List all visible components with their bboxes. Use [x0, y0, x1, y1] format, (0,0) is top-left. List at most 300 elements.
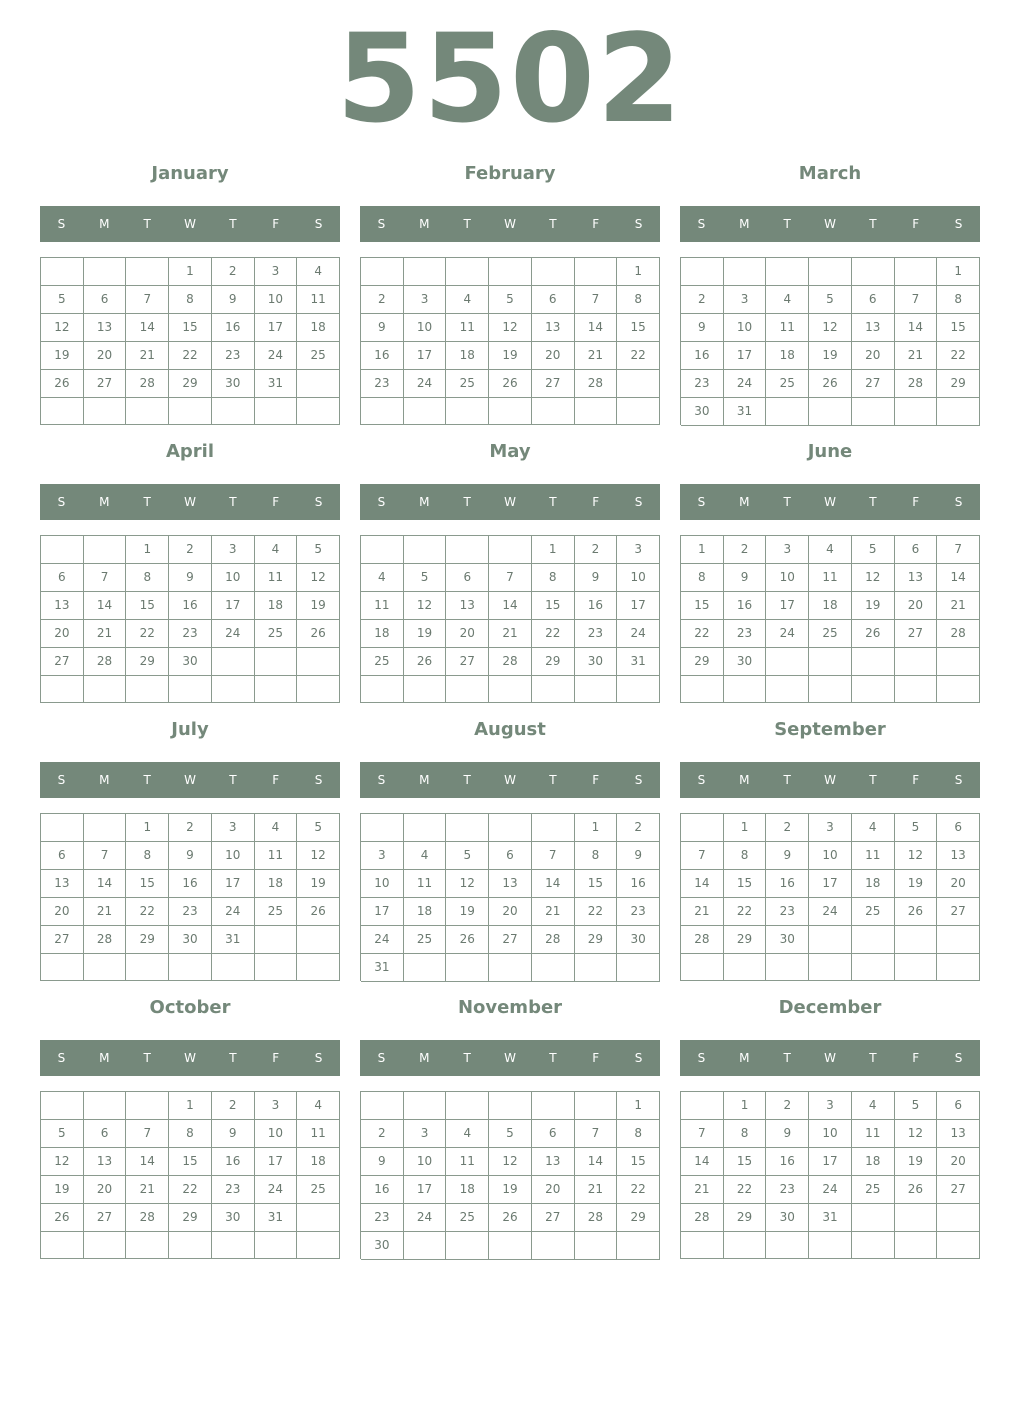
day-cell: 31 — [724, 398, 767, 426]
day-cell: 11 — [446, 314, 489, 342]
day-cell: 27 — [937, 898, 980, 926]
day-cell — [84, 814, 127, 842]
weekday-label: T — [143, 1051, 151, 1065]
day-cell: 1 — [169, 258, 212, 286]
day-cell — [575, 258, 618, 286]
day-cell: 17 — [724, 342, 767, 370]
day-cell: 29 — [681, 648, 724, 676]
day-cell: 19 — [489, 342, 532, 370]
day-cell: 21 — [532, 898, 575, 926]
weekday-label: T — [869, 217, 877, 231]
day-cell: 8 — [724, 1120, 767, 1148]
weekday-label: M — [739, 1051, 750, 1065]
day-cell: 1 — [724, 814, 767, 842]
weekday-label: W — [504, 217, 516, 231]
day-cell — [297, 370, 340, 398]
weekday-label: S — [954, 1051, 963, 1065]
day-cell — [575, 676, 618, 703]
day-cell: 19 — [41, 1176, 84, 1204]
day-grid — [680, 1091, 980, 1259]
weekday-label: F — [592, 1051, 600, 1065]
day-cell: 28 — [937, 620, 980, 648]
day-cell — [489, 676, 532, 703]
day-cell: 24 — [724, 370, 767, 398]
day-cell: 18 — [404, 898, 447, 926]
day-cell: 22 — [126, 898, 169, 926]
weekday-label: W — [824, 495, 836, 509]
day-cell — [255, 954, 298, 981]
weekday-label: S — [634, 773, 643, 787]
day-cell: 22 — [575, 898, 618, 926]
day-cell: 2 — [361, 1120, 404, 1148]
day-cell: 11 — [297, 286, 340, 314]
day-cell: 8 — [724, 842, 767, 870]
day-cell: 11 — [297, 1120, 340, 1148]
day-cell — [404, 676, 447, 703]
day-cell: 23 — [169, 898, 212, 926]
day-cell: 12 — [41, 314, 84, 342]
day-cell — [84, 536, 127, 564]
weekday-label: T — [783, 1051, 791, 1065]
day-cell — [41, 536, 84, 564]
weekday-label: T — [869, 495, 877, 509]
day-cell: 21 — [937, 592, 980, 620]
weekday-label: T — [229, 217, 237, 231]
day-cell — [724, 258, 767, 286]
day-cell: 5 — [446, 842, 489, 870]
day-cell: 17 — [617, 592, 660, 620]
day-cell: 4 — [446, 286, 489, 314]
day-cell: 14 — [575, 1148, 618, 1176]
day-cell: 7 — [937, 536, 980, 564]
weekday-label: T — [463, 495, 471, 509]
day-cell — [126, 398, 169, 425]
day-cell: 14 — [126, 1148, 169, 1176]
day-cell: 24 — [766, 620, 809, 648]
day-cell: 1 — [617, 1092, 660, 1120]
day-cell: 20 — [937, 870, 980, 898]
day-cell — [404, 1232, 447, 1260]
day-cell: 21 — [575, 1176, 618, 1204]
day-cell — [41, 1232, 84, 1259]
day-cell: 19 — [446, 898, 489, 926]
day-cell: 22 — [724, 1176, 767, 1204]
day-cell: 16 — [681, 342, 724, 370]
day-cell: 10 — [617, 564, 660, 592]
weekday-label: S — [314, 773, 323, 787]
day-cell: 27 — [41, 926, 84, 954]
day-cell — [361, 676, 404, 703]
day-cell: 10 — [361, 870, 404, 898]
weekday-label: T — [463, 1051, 471, 1065]
weekday-label: T — [143, 217, 151, 231]
weekday-header — [40, 484, 340, 520]
day-cell: 1 — [169, 1092, 212, 1120]
day-cell: 12 — [852, 564, 895, 592]
day-cell — [575, 1092, 618, 1120]
weekday-label: F — [272, 1051, 280, 1065]
day-cell: 27 — [895, 620, 938, 648]
day-cell: 18 — [446, 342, 489, 370]
day-cell: 13 — [84, 314, 127, 342]
day-cell: 3 — [361, 842, 404, 870]
day-cell: 5 — [404, 564, 447, 592]
day-cell: 6 — [84, 286, 127, 314]
weekday-label: T — [463, 773, 471, 787]
day-cell — [766, 648, 809, 676]
day-cell: 16 — [361, 342, 404, 370]
day-cell: 15 — [617, 314, 660, 342]
day-cell: 9 — [575, 564, 618, 592]
day-cell: 10 — [212, 564, 255, 592]
day-cell: 15 — [169, 1148, 212, 1176]
day-cell: 24 — [361, 926, 404, 954]
day-cell: 23 — [681, 370, 724, 398]
day-cell — [532, 814, 575, 842]
day-cell: 8 — [532, 564, 575, 592]
day-cell — [404, 814, 447, 842]
weekday-label: T — [143, 773, 151, 787]
day-cell: 10 — [809, 842, 852, 870]
day-cell — [84, 258, 127, 286]
day-cell: 28 — [681, 1204, 724, 1232]
weekday-label: M — [99, 1051, 110, 1065]
day-cell: 20 — [41, 620, 84, 648]
weekday-label: T — [549, 1051, 557, 1065]
day-cell — [766, 1232, 809, 1259]
day-cell — [617, 370, 660, 398]
day-cell — [766, 676, 809, 703]
day-cell: 5 — [297, 536, 340, 564]
day-grid — [360, 257, 660, 425]
weekday-header — [680, 484, 980, 520]
day-cell: 22 — [126, 620, 169, 648]
day-cell — [446, 398, 489, 425]
weekday-header — [40, 762, 340, 798]
day-cell: 24 — [617, 620, 660, 648]
day-cell: 30 — [212, 1204, 255, 1232]
month-name: July — [171, 719, 209, 740]
day-cell: 29 — [575, 926, 618, 954]
day-cell — [446, 1092, 489, 1120]
day-cell: 4 — [255, 814, 298, 842]
day-cell — [212, 1232, 255, 1259]
day-cell: 19 — [489, 1176, 532, 1204]
weekday-label: F — [912, 773, 920, 787]
weekday-label: S — [954, 217, 963, 231]
day-cell: 11 — [809, 564, 852, 592]
day-cell: 14 — [937, 564, 980, 592]
day-cell: 20 — [532, 1176, 575, 1204]
day-cell: 6 — [41, 564, 84, 592]
day-cell: 27 — [446, 648, 489, 676]
weekday-label: T — [783, 495, 791, 509]
weekday-label: S — [314, 217, 323, 231]
day-cell: 18 — [255, 592, 298, 620]
weekday-label: W — [824, 773, 836, 787]
day-cell: 26 — [895, 898, 938, 926]
day-cell: 29 — [724, 1204, 767, 1232]
day-cell: 11 — [404, 870, 447, 898]
day-cell: 5 — [297, 814, 340, 842]
day-cell: 28 — [575, 1204, 618, 1232]
day-cell — [446, 954, 489, 982]
day-cell: 6 — [937, 814, 980, 842]
weekday-label: T — [783, 773, 791, 787]
day-grid — [680, 813, 980, 981]
day-cell — [681, 1232, 724, 1259]
weekday-label: T — [869, 773, 877, 787]
day-cell — [809, 926, 852, 954]
day-cell — [361, 398, 404, 425]
day-cell — [361, 814, 404, 842]
day-cell: 29 — [126, 926, 169, 954]
day-cell — [126, 1232, 169, 1259]
day-grid — [40, 813, 340, 981]
day-cell: 15 — [126, 870, 169, 898]
day-cell: 15 — [937, 314, 980, 342]
day-cell — [297, 398, 340, 425]
month-name: May — [489, 441, 531, 462]
day-cell: 15 — [617, 1148, 660, 1176]
day-cell: 12 — [489, 314, 532, 342]
day-cell — [532, 1232, 575, 1260]
day-cell — [126, 1092, 169, 1120]
day-cell: 2 — [766, 814, 809, 842]
day-cell — [617, 954, 660, 982]
day-cell: 15 — [532, 592, 575, 620]
day-cell — [361, 1092, 404, 1120]
day-cell — [766, 258, 809, 286]
day-cell: 23 — [361, 1204, 404, 1232]
day-cell — [532, 398, 575, 425]
weekday-label: W — [504, 773, 516, 787]
day-cell: 23 — [724, 620, 767, 648]
day-cell — [489, 814, 532, 842]
day-cell — [532, 1092, 575, 1120]
day-cell: 17 — [255, 1148, 298, 1176]
day-cell: 11 — [255, 842, 298, 870]
day-cell: 3 — [809, 814, 852, 842]
day-cell: 12 — [297, 842, 340, 870]
day-cell — [937, 398, 980, 426]
day-cell — [212, 954, 255, 981]
day-cell: 13 — [41, 870, 84, 898]
day-cell: 24 — [404, 370, 447, 398]
day-cell: 25 — [446, 370, 489, 398]
day-cell: 21 — [575, 342, 618, 370]
day-cell: 13 — [532, 314, 575, 342]
weekday-label: F — [912, 495, 920, 509]
day-cell: 15 — [724, 870, 767, 898]
day-cell: 23 — [575, 620, 618, 648]
day-cell: 15 — [724, 1148, 767, 1176]
day-cell — [297, 926, 340, 954]
month-name: June — [807, 441, 853, 462]
day-cell: 7 — [84, 842, 127, 870]
day-cell: 16 — [169, 870, 212, 898]
weekday-label: T — [229, 495, 237, 509]
weekday-label: F — [912, 1051, 920, 1065]
day-cell: 14 — [126, 314, 169, 342]
day-cell: 1 — [724, 1092, 767, 1120]
day-cell — [169, 1232, 212, 1259]
day-cell: 8 — [169, 1120, 212, 1148]
day-cell: 29 — [937, 370, 980, 398]
day-cell: 10 — [212, 842, 255, 870]
day-cell: 18 — [255, 870, 298, 898]
day-cell: 19 — [297, 592, 340, 620]
day-cell — [809, 676, 852, 703]
weekday-label: W — [184, 217, 196, 231]
day-cell: 16 — [724, 592, 767, 620]
day-cell — [809, 648, 852, 676]
day-cell — [895, 648, 938, 676]
day-cell: 31 — [212, 926, 255, 954]
day-cell: 15 — [681, 592, 724, 620]
day-cell: 11 — [852, 1120, 895, 1148]
day-cell — [809, 258, 852, 286]
day-cell — [212, 648, 255, 676]
day-cell: 20 — [84, 1176, 127, 1204]
weekday-label: T — [229, 773, 237, 787]
month-name: September — [774, 719, 886, 740]
year-title: 5502 — [336, 8, 684, 150]
day-cell: 30 — [169, 926, 212, 954]
day-cell — [84, 398, 127, 425]
day-cell: 7 — [84, 564, 127, 592]
weekday-label: W — [504, 495, 516, 509]
day-cell: 25 — [809, 620, 852, 648]
weekday-header — [40, 1040, 340, 1076]
day-cell: 10 — [404, 1148, 447, 1176]
day-cell — [766, 398, 809, 426]
day-cell: 30 — [361, 1232, 404, 1260]
day-cell — [895, 1232, 938, 1259]
day-cell: 10 — [766, 564, 809, 592]
day-cell — [255, 398, 298, 425]
day-cell: 8 — [575, 842, 618, 870]
day-cell: 14 — [84, 870, 127, 898]
weekday-label: T — [869, 1051, 877, 1065]
day-cell: 17 — [212, 870, 255, 898]
day-cell — [617, 676, 660, 703]
day-cell: 7 — [575, 1120, 618, 1148]
day-cell — [724, 1232, 767, 1259]
weekday-label: S — [697, 495, 706, 509]
day-cell: 17 — [766, 592, 809, 620]
weekday-label: M — [419, 495, 430, 509]
weekday-label: S — [377, 1051, 386, 1065]
day-cell: 17 — [809, 870, 852, 898]
weekday-label: M — [739, 217, 750, 231]
day-cell: 26 — [489, 370, 532, 398]
day-cell — [852, 648, 895, 676]
day-cell: 10 — [809, 1120, 852, 1148]
day-cell: 12 — [446, 870, 489, 898]
day-cell: 10 — [724, 314, 767, 342]
day-cell — [212, 676, 255, 703]
day-cell: 31 — [617, 648, 660, 676]
day-cell: 20 — [532, 342, 575, 370]
day-cell — [41, 1092, 84, 1120]
day-cell: 2 — [617, 814, 660, 842]
day-cell: 7 — [126, 286, 169, 314]
day-cell: 14 — [575, 314, 618, 342]
day-grid — [40, 1091, 340, 1259]
day-cell: 30 — [575, 648, 618, 676]
day-cell — [297, 1204, 340, 1232]
day-cell — [446, 676, 489, 703]
weekday-label: S — [634, 1051, 643, 1065]
day-cell: 9 — [169, 564, 212, 592]
day-cell: 3 — [212, 536, 255, 564]
day-cell: 22 — [724, 898, 767, 926]
day-cell — [681, 258, 724, 286]
day-cell: 9 — [212, 286, 255, 314]
day-cell: 20 — [852, 342, 895, 370]
month-name: August — [474, 719, 546, 740]
day-cell: 2 — [361, 286, 404, 314]
day-cell: 1 — [532, 536, 575, 564]
day-cell — [937, 676, 980, 703]
day-cell: 19 — [852, 592, 895, 620]
day-cell: 13 — [937, 842, 980, 870]
day-cell: 5 — [41, 1120, 84, 1148]
weekday-label: T — [463, 217, 471, 231]
day-cell: 30 — [766, 926, 809, 954]
day-cell: 26 — [446, 926, 489, 954]
weekday-label: S — [377, 495, 386, 509]
day-cell: 14 — [489, 592, 532, 620]
day-cell: 27 — [41, 648, 84, 676]
day-cell: 18 — [852, 870, 895, 898]
day-cell: 9 — [681, 314, 724, 342]
day-cell: 23 — [212, 342, 255, 370]
day-cell: 20 — [937, 1148, 980, 1176]
day-cell: 6 — [532, 286, 575, 314]
day-cell: 24 — [212, 898, 255, 926]
day-cell: 28 — [532, 926, 575, 954]
day-cell: 26 — [895, 1176, 938, 1204]
day-cell: 28 — [126, 1204, 169, 1232]
day-cell — [489, 954, 532, 982]
day-cell: 15 — [169, 314, 212, 342]
day-cell: 3 — [766, 536, 809, 564]
weekday-header — [680, 762, 980, 798]
weekday-label: M — [99, 217, 110, 231]
day-cell: 18 — [297, 1148, 340, 1176]
day-cell — [446, 1232, 489, 1260]
day-cell: 13 — [852, 314, 895, 342]
day-cell — [169, 676, 212, 703]
weekday-label: W — [184, 773, 196, 787]
day-cell: 5 — [809, 286, 852, 314]
day-cell: 4 — [297, 1092, 340, 1120]
day-cell: 17 — [404, 342, 447, 370]
day-cell: 3 — [255, 1092, 298, 1120]
day-cell — [852, 954, 895, 981]
day-cell — [895, 676, 938, 703]
day-cell: 22 — [169, 1176, 212, 1204]
day-cell: 19 — [41, 342, 84, 370]
day-cell: 6 — [84, 1120, 127, 1148]
day-cell: 26 — [489, 1204, 532, 1232]
weekday-label: M — [739, 773, 750, 787]
day-grid — [40, 257, 340, 425]
day-cell: 21 — [895, 342, 938, 370]
day-cell: 23 — [361, 370, 404, 398]
